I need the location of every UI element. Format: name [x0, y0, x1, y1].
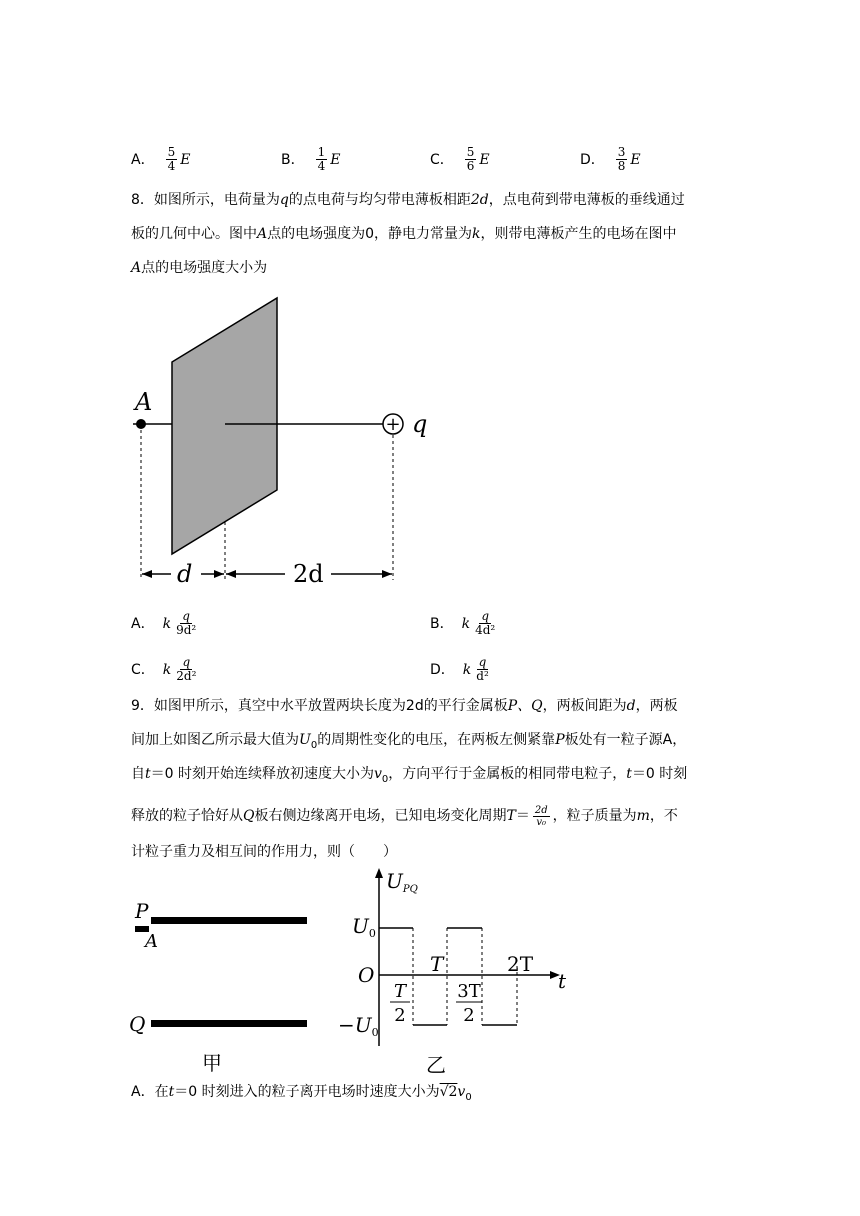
- unit-e: E: [630, 151, 641, 168]
- source-a-label: A: [145, 931, 158, 952]
- point-a: [136, 419, 146, 429]
- option-label: B．: [430, 615, 454, 632]
- coef-k: k: [461, 615, 471, 632]
- option-label: C．: [430, 151, 454, 168]
- dim-d-label: d: [177, 560, 193, 588]
- fraction: $\frac{5}{6}$: [466, 145, 475, 173]
- fraction: $\frac{3}{8}$: [617, 145, 626, 173]
- q9-line-4: 释放的粒子恰好从 Q 板右侧边缘离开电场，已知电场变化周期 T ＝ $\frac{2d}{\text{v₀}}$ ，粒子质量为 m ，不: [131, 804, 678, 828]
- q8-option-c: [131, 656, 201, 683]
- option-label: A．: [131, 615, 155, 632]
- unit-e: E: [479, 151, 490, 168]
- q8-line-1: 8．如图所示，电荷量为q的点电荷与均匀带电薄板相距2d，点电荷到带电薄板的垂线通过: [131, 192, 685, 208]
- q8-option-b: [430, 610, 500, 637]
- dim-2d-label: 2d: [293, 560, 324, 588]
- option-label: D．: [580, 151, 605, 168]
- q7-option-d: [580, 146, 641, 173]
- q9-option-a: A．在t＝0 时刻进入的粒子离开电场时速度大小为$√2v_0$: [131, 1084, 472, 1103]
- coef-k: k: [162, 661, 172, 678]
- plate-p: [151, 917, 307, 924]
- option-label: C．: [131, 661, 155, 678]
- coef-k: k: [462, 661, 472, 678]
- fraction: $\frac{1}{4}$: [317, 145, 326, 173]
- y-axis-label: $U_{PQ}$: [386, 869, 418, 895]
- point-a-label: A: [135, 388, 153, 416]
- q9-line-2: 间加上如图乙所示最大值为$U_0$的周期性变化的电压，在两板左侧紧靠P板处有一粒子源A，: [131, 732, 687, 751]
- option-label: B．: [281, 151, 305, 168]
- charge-q-label: q: [412, 410, 428, 438]
- caption-yi: 乙: [426, 1053, 446, 1077]
- q8-figure: [125, 290, 445, 590]
- tick-threehalf-num: 3T: [457, 981, 481, 1002]
- tick-2t: 2T: [507, 952, 534, 976]
- charged-plate: [172, 298, 277, 554]
- fraction: $\frac{5}{4}$: [167, 145, 176, 173]
- u0-label: $U_0$: [352, 914, 376, 940]
- charge-plus: +: [385, 414, 401, 435]
- tick-threehalf-den: 2: [463, 1005, 475, 1026]
- q7-option-c: [430, 146, 490, 173]
- unit-e: E: [180, 151, 191, 168]
- period-fraction: $\frac{2d}{\text{v₀}}$: [534, 804, 548, 828]
- q9-figure-jia: [125, 890, 325, 1080]
- plate-p-label: P: [135, 899, 149, 923]
- origin-label: O: [358, 963, 375, 987]
- coef-k: k: [162, 615, 172, 632]
- fraction: $\frac{q}{\text{d²}}$: [476, 655, 489, 683]
- q7-option-b: [281, 146, 340, 173]
- q9-line-5: 计粒子重力及相互间的作用力，则（ ）: [131, 844, 397, 860]
- fraction: $\frac{q}{\text{4d²}}$: [475, 609, 496, 637]
- caption-jia: 甲: [202, 1051, 222, 1075]
- q8-option-d: [430, 656, 494, 683]
- tick-t: T: [430, 952, 444, 976]
- option-label: D．: [430, 661, 455, 678]
- q8-option-a: [131, 610, 201, 637]
- q9-line-1: 9．如图甲所示，真空中水平放置两块长度为2d的平行金属板P、Q，两板间距为d，两板: [131, 698, 678, 714]
- q8-line-3: A点的电场强度大小为: [131, 260, 268, 276]
- neg-u0-label: $-U_0$: [338, 1013, 379, 1039]
- fraction: $\frac{q}{\text{2d²}}$: [176, 655, 197, 683]
- unit-e: E: [330, 151, 341, 168]
- tick-half-den: 2: [394, 1005, 406, 1026]
- plate-q: [151, 1020, 307, 1027]
- q9-figure-yi: [330, 866, 580, 1080]
- plate-q-label: Q: [129, 1012, 146, 1036]
- q7-option-a: [131, 146, 190, 173]
- q9-line-3: 自t＝0 时刻开始连续释放初速度大小为$v_0$，方向平行于金属板的相同带电粒子，t＝0 时刻: [131, 766, 688, 785]
- fraction: $\frac{q}{\text{9d²}}$: [176, 609, 197, 637]
- q8-line-2: 板的几何中心。图中A点的电场强度为0，静电力常量为k，则带电薄板产生的电场在图中: [131, 226, 677, 242]
- x-axis-label: t: [558, 969, 567, 993]
- tick-half-num: T: [393, 981, 407, 1002]
- option-label: A．: [131, 151, 155, 168]
